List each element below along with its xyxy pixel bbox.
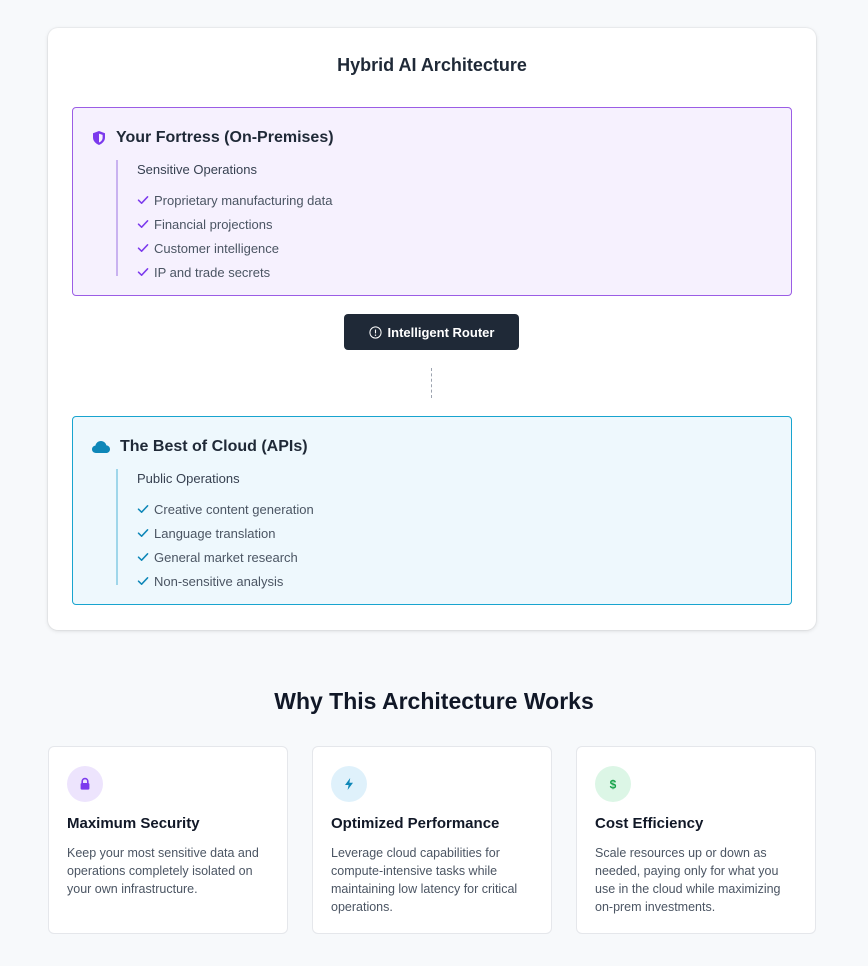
check-icon xyxy=(137,575,149,587)
diagram-title: Hybrid AI Architecture xyxy=(337,55,527,75)
cloud-header xyxy=(91,438,308,456)
fortress-zone xyxy=(72,107,792,296)
feature-title: Maximum Security xyxy=(67,815,200,832)
check-icon xyxy=(137,266,149,278)
list-item xyxy=(137,236,516,260)
fortress-operations xyxy=(116,160,516,280)
shield-icon xyxy=(91,130,107,146)
feature-card-security xyxy=(48,746,288,934)
architecture-card xyxy=(48,28,816,630)
check-icon xyxy=(137,503,149,515)
check-icon xyxy=(137,527,149,539)
cloud-operations xyxy=(116,469,516,589)
list-item xyxy=(137,212,516,236)
list-item xyxy=(137,260,516,284)
list-item-label: Financial projections xyxy=(154,216,273,232)
list-item xyxy=(137,569,516,593)
list-item xyxy=(137,521,516,545)
list-item xyxy=(137,497,516,521)
check-icon xyxy=(137,218,149,230)
lock-icon xyxy=(78,777,92,791)
list-item-label: Customer intelligence xyxy=(154,240,280,256)
feature-icon-badge xyxy=(331,766,367,802)
cloud-ops-label: Public Operations xyxy=(137,471,240,486)
connector-line xyxy=(431,368,432,398)
cloud-ops-list xyxy=(137,497,516,593)
list-item-label: Proprietary manufacturing data xyxy=(154,192,333,208)
feature-card-cost xyxy=(576,746,816,934)
fortress-ops-label: Sensitive Operations xyxy=(137,162,257,177)
list-item-label: General market research xyxy=(154,549,298,565)
feature-icon-badge xyxy=(67,766,103,802)
list-item-label: Creative content generation xyxy=(154,501,314,517)
info-circle-icon xyxy=(369,326,382,339)
list-item-label: Non-sensitive analysis xyxy=(154,573,284,589)
dollar-icon xyxy=(606,777,620,791)
feature-text: Leverage cloud capabilities for compute-intensive tasks while maintaining low latency for critical operations. xyxy=(331,846,518,914)
why-section-title: Why This Architecture Works xyxy=(274,688,594,714)
router-label: Intelligent Router xyxy=(387,324,495,340)
list-item-label: IP and trade secrets xyxy=(154,264,271,280)
list-item xyxy=(137,545,516,569)
feature-title: Cost Efficiency xyxy=(595,815,704,832)
feature-card-performance xyxy=(312,746,552,934)
cloud-zone xyxy=(72,416,792,605)
svg-text:$: $ xyxy=(609,777,617,791)
cloud-icon xyxy=(91,439,111,455)
feature-title: Optimized Performance xyxy=(331,815,500,832)
fortress-ops-list xyxy=(137,188,516,284)
fortress-title: Your Fortress (On-Premises) xyxy=(116,129,334,146)
list-item-label: Language translation xyxy=(154,525,276,541)
check-icon xyxy=(137,551,149,563)
list-item xyxy=(137,188,516,212)
check-icon xyxy=(137,194,149,206)
feature-icon-badge xyxy=(595,766,631,802)
cloud-title: The Best of Cloud (APIs) xyxy=(120,438,308,455)
check-icon xyxy=(137,242,149,254)
intelligent-router-button[interactable] xyxy=(344,314,519,350)
feature-text: Keep your most sensitive data and operations completely isolated on your own infrastructure. xyxy=(67,846,259,896)
fortress-header xyxy=(91,129,334,147)
feature-text: Scale resources up or down as needed, paying only for what you use in the cloud while maximizing on-prem investments. xyxy=(595,846,781,914)
lightning-icon xyxy=(342,777,356,791)
